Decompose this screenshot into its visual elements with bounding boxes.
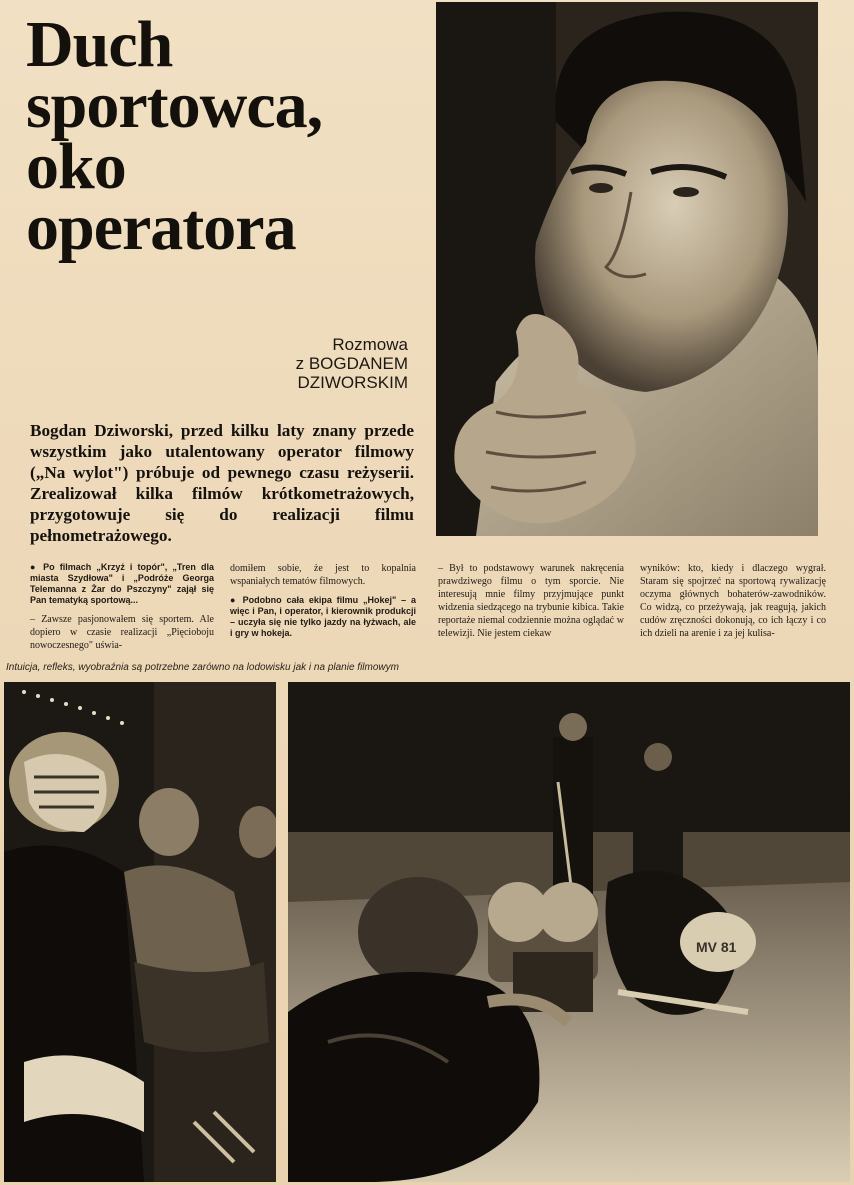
answer-1-cont: domiłem sobie, że jest to kopalnia wspaniałych tematów filmowych. — [230, 563, 416, 587]
text-column-1 — [30, 562, 214, 659]
text-column-3 — [438, 562, 624, 647]
text-column-4 — [640, 562, 826, 647]
title-line-1: Duch — [26, 8, 173, 81]
article-title — [26, 8, 426, 264]
title-line-3: oko — [26, 130, 126, 203]
subtitle-line-1: Rozmowa — [332, 335, 408, 354]
answer-2: – Był to podstawowy warunek nakręcenia prawdziwego filmu o tym sporcie. Nie interesują mnie filmy przyjmujące punkt widzenia siedzącego na trybunie kibica. Takie reportaże niemal codziennie można oglądać w telewizji. Nie jestem ciekaw — [438, 563, 624, 639]
title-line-4: operatora — [26, 191, 296, 264]
text-column-2 — [230, 562, 416, 646]
question-2: ● Podobno cała ekipa filmu „Hokej" – a więc i Pan, i operator, i kierownik produkcji – uczyła się nie tylko jazdy na łyżwach, ale i gry w hokeja. — [230, 595, 416, 638]
cameraman-photo — [288, 682, 850, 1182]
title-line-2: sportowca, — [26, 69, 323, 142]
helmet-number: MV 81 — [696, 939, 737, 955]
subtitle-line-2: z BOGDANEM — [295, 354, 408, 373]
question-1: ● Po filmach „Krzyż i topór", „Tren dla miasta Szydłowa" i „Podróże Georga Telemanna z Żar do Pszczyny" zajął się Pan tematyką sportową... — [30, 562, 214, 605]
article-lead: Bogdan Dziworski, przed kilku laty znany przede wszystkim jako utalentowany operator filmowy („Na wylot") próbuje od pewnego czasu reżyserii. Zrealizował kilka filmów krótkometrażowych, przygotowuje się do realizacji filmu pełnometrażowego. — [30, 421, 414, 545]
hockey-players-photo — [4, 682, 276, 1182]
answer-1: – Zawsze pasjonowałem się sportem. Ale dopiero w czasie realizacji „Pięcioboju nowoczesnego" uświa- — [30, 614, 214, 651]
subtitle-line-3: DZIWORSKIM — [297, 373, 408, 392]
answer-2-cont: wyników: kto, kiedy i dlaczego wygrał. Staram się spojrzeć na sportową rywalizację oczyma głównych bohaterów-zawodników. Co widzą, co przeżywają, jak reagują, jakich cudów zręczności dokonują, co ich łączy i co ich dzieli na arenie i za jej kulisa- — [640, 563, 826, 639]
portrait-photo — [436, 2, 818, 536]
article-subtitle — [216, 335, 408, 392]
photo-caption: Intuicja, refleks, wyobraźnia są potrzebne zarówno na lodowisku jak i na planie filmowym — [6, 662, 399, 673]
